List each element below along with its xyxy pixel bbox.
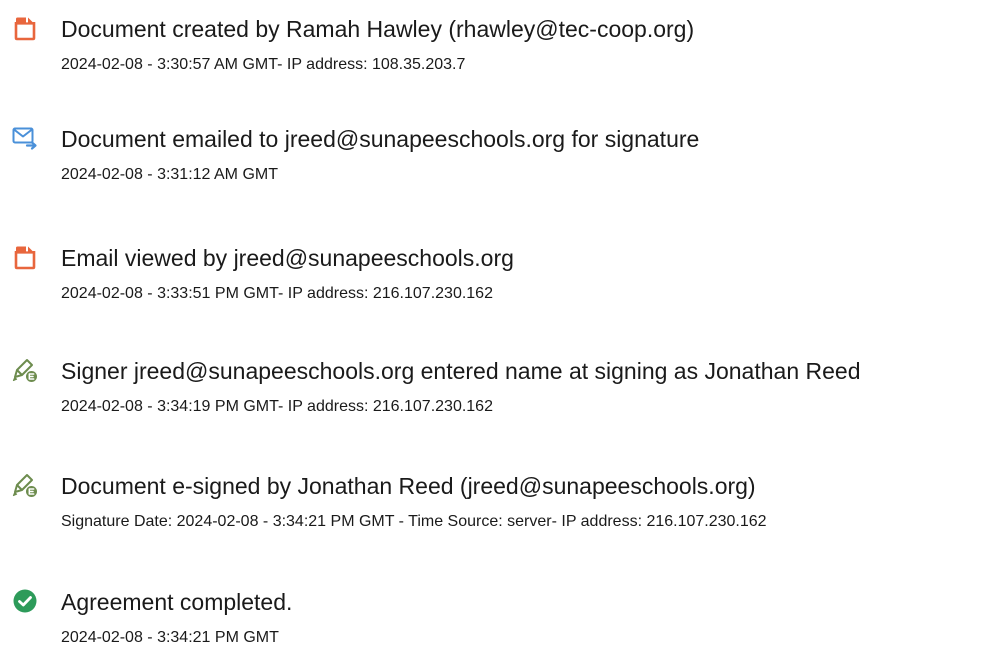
audit-event-email-viewed — [0, 244, 1005, 324]
e-sign-pen-icon — [12, 472, 38, 498]
audit-event-document-created — [0, 15, 1005, 95]
document-icon — [12, 244, 38, 270]
event-detail: Signature Date: 2024-02-08 - 3:34:21 PM GMT - Time Source: server- IP address: 216.107.230.162 — [61, 513, 767, 530]
event-detail: 2024-02-08 - 3:31:12 AM GMT — [61, 166, 278, 183]
event-title: Document emailed to jreed@sunapeeschools.org for signature — [61, 126, 700, 152]
document-icon — [12, 15, 38, 41]
e-sign-pen-icon — [12, 357, 38, 383]
event-detail: 2024-02-08 - 3:30:57 AM GMT- IP address: 108.35.203.7 — [61, 56, 466, 73]
event-title: Signer jreed@sunapeeschools.org entered name at signing as Jonathan Reed — [61, 358, 861, 384]
audit-event-agreement-completed — [0, 588, 1005, 668]
email-sent-icon — [12, 125, 38, 151]
event-detail: 2024-02-08 - 3:34:19 PM GMT- IP address: 216.107.230.162 — [61, 398, 493, 415]
event-title: Document created by Ramah Hawley (rhawley@tec-coop.org) — [61, 16, 695, 42]
event-title: Email viewed by jreed@sunapeeschools.org — [61, 245, 514, 271]
audit-event-document-e-signed — [0, 472, 1005, 552]
check-circle-icon — [12, 588, 38, 614]
event-title: Agreement completed. — [61, 589, 293, 615]
audit-event-signer-entered-name — [0, 357, 1005, 437]
event-title: Document e-signed by Jonathan Reed (jreed@sunapeeschools.org) — [61, 473, 756, 499]
event-detail: 2024-02-08 - 3:33:51 PM GMT- IP address: 216.107.230.162 — [61, 285, 493, 302]
audit-event-document-emailed — [0, 125, 1005, 205]
event-detail: 2024-02-08 - 3:34:21 PM GMT — [61, 629, 279, 646]
